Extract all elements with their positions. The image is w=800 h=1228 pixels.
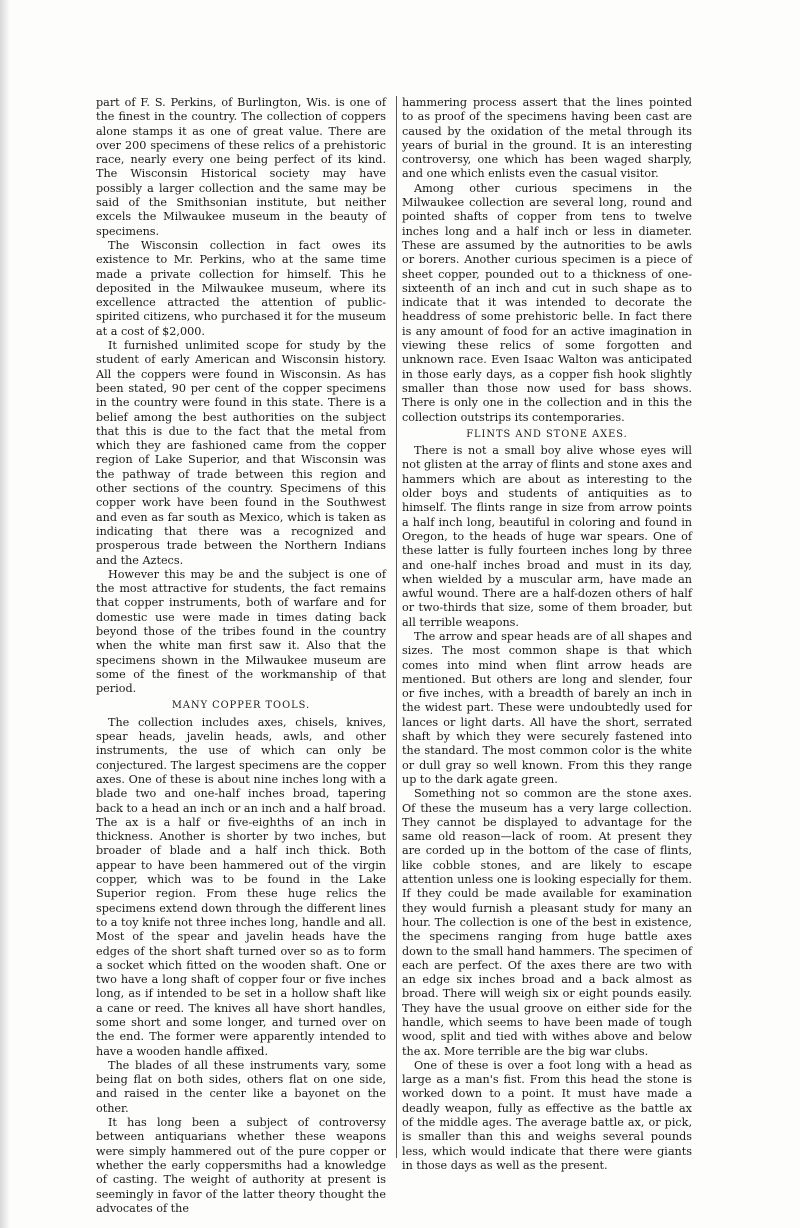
section-heading-copper-tools: MANY COPPER TOOLS. (171, 700, 311, 712)
paragraph: The arrow and spear heads are of all shapes and sizes. The most common shape is that which comes into mind when flint arrow heads are mentioned. But others are long and slender, four or five inches, with a breadth of barely an inch in the widest part. These were undoubtedly used for lances or light darts. All have the short, serrated shaft by which they were securely fastened into the standard. The most common color is the white or dull gray so well known. From this they range up to the dark agate green. (402, 629, 692, 786)
right-column (402, 96, 692, 1173)
paragraph: However this may be and the subject is one of the most attractive for students, the fact remains that copper instruments, both of warfare and for domestic use were made in times dating back beyond those of the tribes found in the country when the white man first saw it. Also that the specimens shown in the Milwaukee museum are some of the finest of the workmanship of that period. (96, 567, 386, 696)
paragraph: Among other curious specimens in the Milwaukee collection are several long, round and pointed shafts of copper from tens to twelve inches long and a half inch or less in diameter. These are assumed by the autnorities to be awls or borers. Another curious specimen is a piece of sheet copper, pounded out to a thickness of one-sixteenth of an inch and cut in such shape as to indicate that it was intended to decorate the headdress of some prehistoric belle. In fact there is any amount of food for an active imagination in viewing these relics of some forgotten and unknown race. Even Isaac Walton was anticipated in those early days, as a copper fish hook slightly smaller than those now used for bass shows. There is only one in the collection and in this the collection outstrips its contemporaries. (402, 181, 692, 424)
column-divider (396, 96, 397, 1158)
paragraph: hammering process assert that the lines pointed to as proof of the specimens having been cast are caused by the oxidation of the metal through its years of burial in the ground. It is an interesting controversy, one which has been waged sharply, and one which enlists even the casual visitor. (402, 96, 692, 181)
section-heading-flints-stone-axes: FLINTS AND STONE AXES. (466, 428, 628, 440)
scan-edge-shadow (0, 0, 10, 1228)
paragraph: One of these is over a foot long with a head as large as a man's fist. From this head the stone is worked down to a point. It must have made a deadly weapon, fully as effective as the battle ax of the middle ages. The average battle ax, or pick, is smaller than this and weighs several pounds less, which would indicate that there were giants in those days as well as the present. (402, 1058, 692, 1172)
paragraph: It furnished unlimited scope for study by the student of early American and Wisconsin history. All the coppers were found in Wisconsin. As has been stated, 90 per cent of the copper specimens in the country were found in this state. There is a belief among the best authorities on the subject that this is due to the fact that the metal from which they are fashioned came from the copper region of Lake Superior, and that Wisconsin was the pathway of trade between this region and other sections of the country. Specimens of this copper work have been found in the Southwest and even as far south as Mexico, which is taken as indicating that there was a recognized and prosperous trade between the Northern Indians and the Aztecs. (96, 339, 386, 567)
paragraph: The blades of all these instruments vary, some being flat on both sides, others flat on one side, and raised in the center like a bayonet on the other. (96, 1058, 386, 1115)
paragraph: It has long been a subject of controversy between antiquarians whether these weapons were simply hammered out of the pure copper or whether the early coppersmiths had a knowledge of casting. The weight of authority at present is seemingly in favor of the latter theory thought the advocates of the (96, 1116, 386, 1215)
paragraph: There is not a small boy alive whose eyes will not glisten at the array of flints and stone axes and hammers which are about as interesting to the older boys and students of antiquities as to himself. The flints range in size from arrow points a half inch long, beautiful in coloring and found in Oregon, to the heads of huge war spears. One of these latter is fully fourteen inches long by three and one-half inches broad and must in its day, when wielded by a muscular arm, have made an awful wound. There are a half-dozen others of half or two-thirds that size, some of them broader, but all terrible weapons. (402, 444, 692, 629)
paragraph: The Wisconsin collection in fact owes its existence to Mr. Perkins, who at the same time made a private collection for himself. This he deposited in the Milwaukee museum, where its excellence attracted the attention of public-spirited citizens, who purchased it for the museum at a cost of $2,000. (96, 238, 386, 338)
paragraph: part of F. S. Perkins, of Burlington, Wis. is one of the finest in the country. The collection of coppers alone stamps it as one of great value. There are over 200 specimens of these relics of a prehistoric race, nearly every one being perfect of its kind. The Wisconsin Historical society may have possibly a larger collection and the same may be said of the Smithsonian institute, but neither excels the Milwaukee museum in the beauty of specimens. (96, 96, 386, 238)
paragraph: Something not so common are the stone axes. Of these the museum has a very large collection. They cannot be displayed to advantage for the same old reason—lack of room. At present they are corded up in the bottom of the case of flints, like cobble stones, and are likely to escape attention unless one is looking especially for them. If they could be made available for examination they would furnish a pleasant study for many an hour. The collection is one of the best in existence, the specimens ranging from huge battle axes down to the small hand hammers. The specimen of each are perfect. Of the axes there are two with an edge six inches broad and a back almost as broad. There will weigh six or eight pounds easily. They have the usual groove on either side for the handle, which seems to have been made of tough wood, split and tied with withes above and below the ax. More terrible are the big war clubs. (402, 787, 692, 1058)
paragraph: The collection includes axes, chisels, knives, spear heads, javelin heads, awls, and other instruments, the use of which can only be conjectured. The largest specimens are the copper axes. One of these is about nine inches long with a blade two and one-half inches broad, tapering back to a head an inch or an inch and a half broad. The ax is a half or five-eighths of an inch in thickness. Another is shorter by two inches, but broader of blade and a half inch thick. Both appear to have been hammered out of the virgin copper, which was to be found in the Lake Superior region. From these huge relics the specimens extend down through the different lines to a toy knife not three inches long, handle and all. Most of the spear and javelin heads have the edges of the short shaft turned over so as to form a socket which fitted on the wooden shaft. One or two have a long shaft of copper four or five inches long, as if intended to be set in a hollow shaft like a cane or reed. The knives all have short handles, some short and some longer, and turned over on the end. The former were apparently intended to have a wooden handle affixed. (96, 715, 386, 1058)
left-column (96, 96, 386, 1216)
